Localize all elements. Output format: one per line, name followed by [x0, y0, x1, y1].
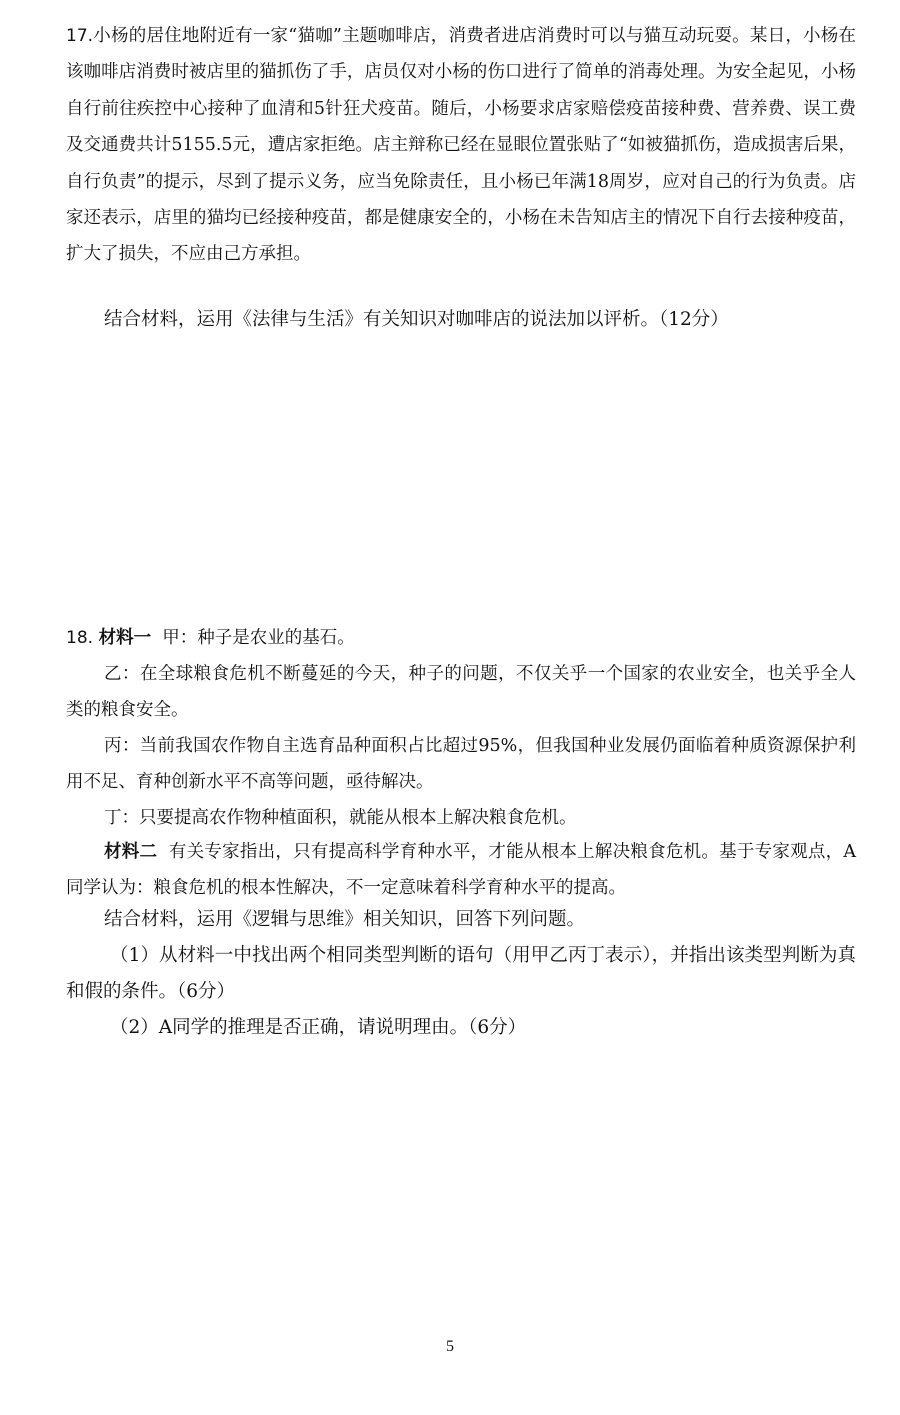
statement-ding: 丁：只要提高农作物种植面积，就能从根本上解决粮食危机。 — [104, 808, 577, 828]
question-17-material — [66, 18, 856, 273]
material-2-label: 材料二 — [104, 842, 158, 862]
page-number: 5 — [446, 1338, 454, 1355]
material-1-label: 材料一 — [98, 628, 152, 648]
statement-yi: 乙：在全球粮食危机不断蔓延的今天，种子的问题，不仅关乎一个国家的农业安全，也关乎全人类的粮食安全。 — [66, 664, 856, 721]
question-18-number: 18. — [66, 628, 94, 648]
statement-jia: 甲：种子是农业的基石。 — [162, 628, 355, 648]
question-17-task: 结合材料，运用《法律与生活》有关知识对咖啡店的说法加以评析。（12分） — [104, 309, 729, 330]
question-18-material-1-jia — [66, 620, 856, 656]
question-18-task: 结合材料，运用《逻辑与思维》相关知识，回答下列问题。 — [104, 909, 586, 930]
question-18-sub-2: （2）A同学的推理是否正确，请说明理由。（6分） — [110, 1017, 527, 1038]
statement-bing: 丙：当前我国农作物自主选育品种面积占比超过95%，但我国种业发展仍面临着种质资源保护利用不足、育种创新水平不高等问题，亟待解决。 — [66, 736, 856, 793]
question-17-number: 17. — [66, 26, 94, 46]
question-18-sub-1: （1）从材料一中找出两个相同类型判断的语句（用甲乙丙丁表示），并指出该类型判断为真和假的条件。（6分） — [66, 945, 856, 1002]
material-2 — [66, 834, 856, 907]
material-2-text: 有关专家指出，只有提高科学育种水平，才能从根本上解决粮食危机。基于专家观点，A同学认为：粮食危机的根本性解决，不一定意味着科学育种水平的提高。 — [66, 842, 856, 899]
question-17-text: 小杨的居住地附近有一家“猫咖”主题咖啡店，消费者进店消费时可以与猫互动玩耍。某日，小杨在该咖啡店消费时被店里的猫抓伤了手，店员仅对小杨的伤口进行了简单的消毒处理。为安全起见，小杨自行前往疾控中心接种了血清和5针狂犬疫苗。随后，小杨要求店家赔偿疫苗接种费、营养费、误工费及交通费共计5155.5元，遭店家拒绝。店主辩称已经在显眼位置张贴了“如被猫抓伤，造成损害后果，自行负责”的提示，尽到了提示义务，应当免除责任，且小杨已年满18周岁，应对自己的行为负责。店家还表示，店里的猫均已经接种疫苗，都是健康安全的，小杨在未告知店主的情况下自行去接种疫苗，扩大了损失，不应由己方承担。 — [66, 26, 856, 265]
